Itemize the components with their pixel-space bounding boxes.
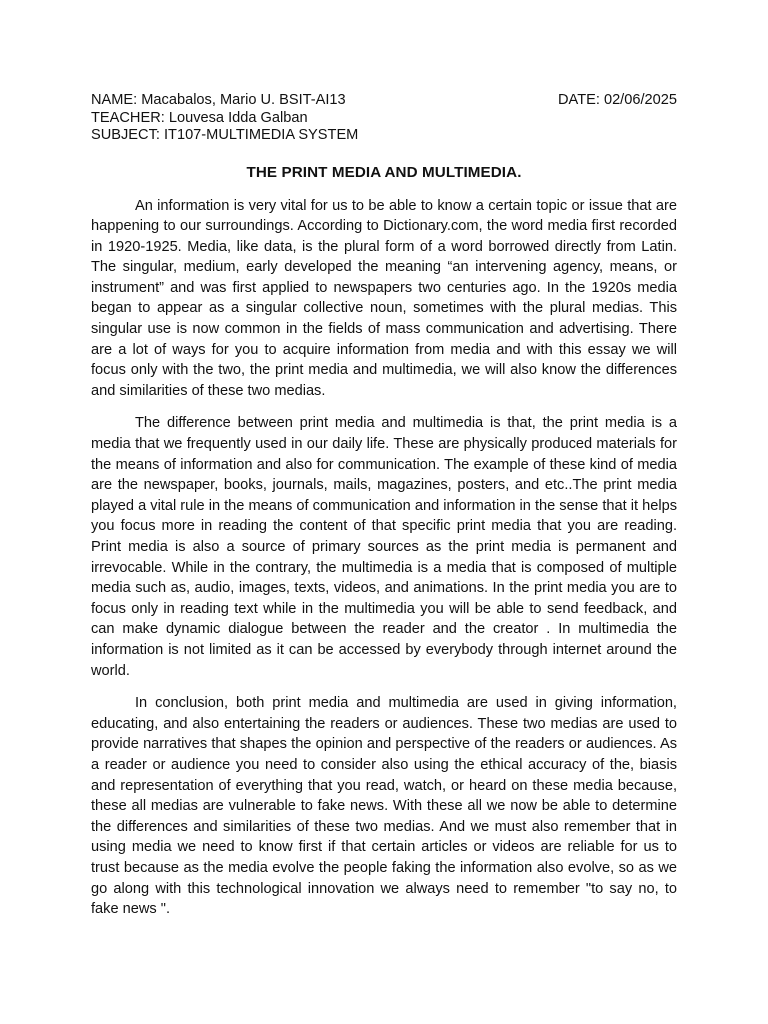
paragraph-body: The difference between print media and multimedia is that, the print media is a media that we frequently used in our daily life. These are physically produced materials for the means of information and also for communication. The example of these kind of media are the newspaper, books, journals, mails, magazines, posters, and etc..The print media played a vital rule in the means of communication and information in the sense that it helps you focus more in reading the content of that specific print media that you are reading. Print media is also a source of primary sources as the print media is permanent and irrevocable. While in the contrary, the multimedia is a media that is composed of multiple media such as, audio, images, texts, videos, and animations. In the print media you are to focus only in reading text while in the multimedia you will be able to send feedback, and can make dynamic dialogue between the reader and the creator . In multimedia the information is not limited as it can be accessed by everybody through internet around the world. xyxy=(91,415,677,679)
document-page xyxy=(91,92,677,920)
date-line: DATE: 02/06/2025 xyxy=(558,92,677,108)
document-title: THE PRINT MEDIA AND MULTIMEDIA. xyxy=(246,163,522,181)
document-header xyxy=(91,92,677,145)
student-name-line: NAME: Macabalos, Mario U. BSIT-AI13 xyxy=(91,92,346,108)
subject-line: SUBJECT: IT107-MULTIMEDIA SYSTEM xyxy=(91,127,359,143)
paragraph-introduction: An information is very vital for us to be able to know a certain topic or issue that are happening to our surroundings. According to Dictionary.com, the word media first recorded in 1920-1925. Media, like data, is the plural form of a word borrowed directly from Latin. The singular, medium, early developed the meaning “an intervening agency, means, or instrument” and was first applied to newspapers two centuries ago. In the 1920s media began to appear as a singular collective noun, sometimes with the plural medias. This singular use is now common in the fields of mass communication and advertising. There are a lot of ways for you to acquire information from media and with this essay we will focus only with the two, the print media and multimedia, we will also know the differences and similarities of these two medias. xyxy=(91,197,677,399)
teacher-line: TEACHER: Louvesa Idda Galban xyxy=(91,109,308,126)
paragraph-conclusion: In conclusion, both print media and multimedia are used in giving information, educating, and also entertaining the readers or audiences. These two medias are used to provide narratives that shapes the opinion and perspective of the readers or audiences. As a reader or audience you need to consider also using the ethical accuracy of the, biasis and representation of everything that you read, watch, or heard on these media because, these all medias are vulnerable to fake news. With these all we now be able to determine the differences and similarities of these two medias. And we must also remember that in using media we need to know first if that certain articles or videos are reliable for us to trust because as the media evolve the people faking the information also evolve, so as we go along with this technological innovation we always need to remember "to say no, to fake news ". xyxy=(91,695,677,918)
